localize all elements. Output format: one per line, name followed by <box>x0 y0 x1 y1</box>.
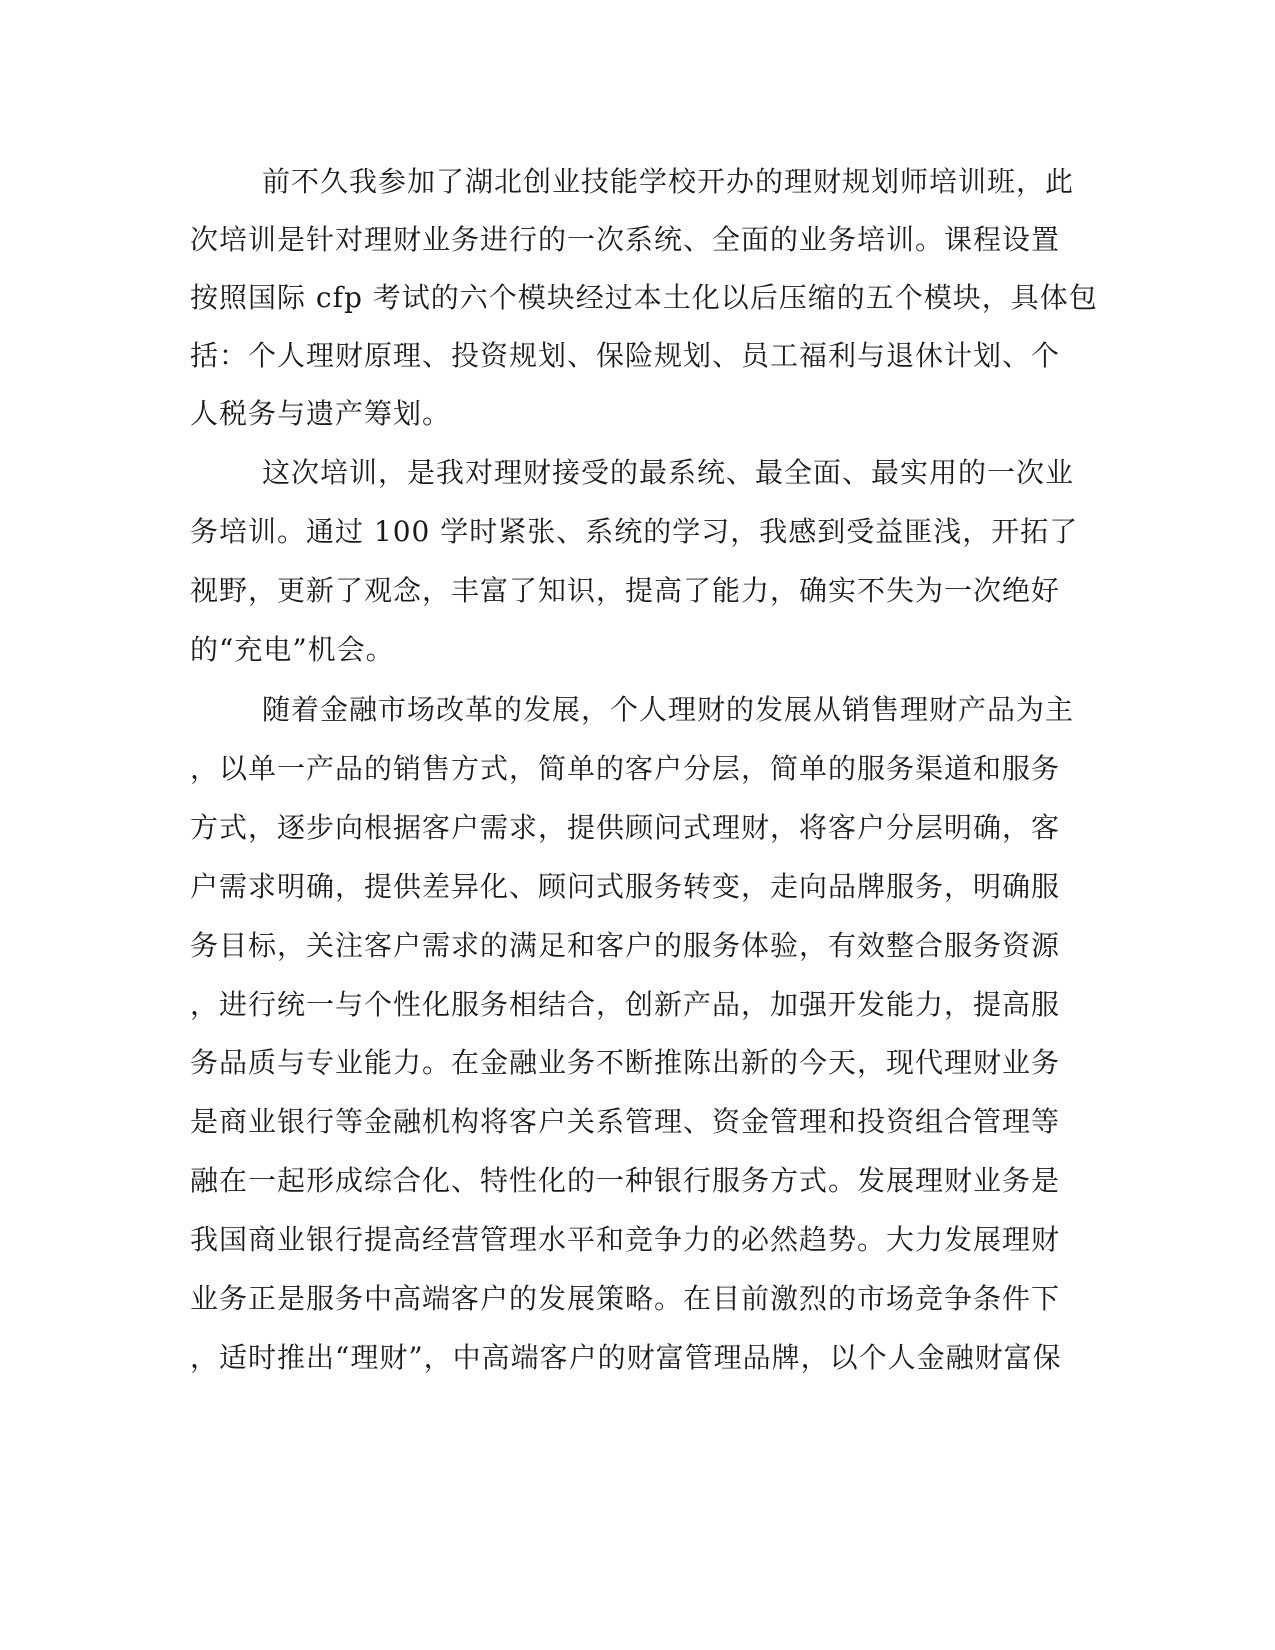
paragraph-1-line-5: 人税务与遗产筹划。 <box>190 397 452 430</box>
paragraph-2-line-3: 视野，更新了观念，丰富了知识，提高了能力，确实不失为一次绝好 <box>190 574 1061 607</box>
paragraph-3-line-3: 方式，逐步向根据客户需求，提供顾问式理财，将客户分层明确，客 <box>190 811 1061 844</box>
paragraph-3-line-7: 务品质与专业能力。在金融业务不断推陈出新的今天，现代理财业务 <box>190 1046 1061 1079</box>
paragraph-3-line-6: ，进行统一与个性化服务相结合，创新产品，加强开发能力，提高服 <box>190 988 1061 1021</box>
paragraph-3-line-8: 是商业银行等金融机构将客户关系管理、资金管理和投资组合管理等 <box>190 1105 1061 1138</box>
paragraph-1-line-4: 括：个人理财原理、投资规划、保险规划、员工福利与退休计划、个 <box>190 339 1061 372</box>
paragraph-1-line-1: 前不久我参加了湖北创业技能学校开办的理财规划师培训班，此 <box>262 165 1075 198</box>
paragraph-3-line-9: 融在一起形成综合化、特性化的一种银行服务方式。发展理财业务是 <box>190 1164 1061 1197</box>
paragraph-1-line-3: 按照国际 cfp 考试的六个模块经过本土化以后压缩的五个模块，具体包 <box>190 281 1098 314</box>
paragraph-3-line-10: 我国商业银行提高经营管理水平和竞争力的必然趋势。大力发展理财 <box>190 1223 1061 1256</box>
paragraph-3-line-11: 业务正是服务中高端客户的发展策略。在目前激烈的市场竞争条件下 <box>190 1282 1061 1315</box>
paragraph-3-line-5: 务目标，关注客户需求的满足和客户的服务体验，有效整合服务资源 <box>190 929 1061 962</box>
paragraph-1-line-2: 次培训是针对理财业务进行的一次系统、全面的业务培训。课程设置 <box>190 223 1061 256</box>
paragraph-3-line-12: ，适时推出“理财”，中高端客户的财富管理品牌，以个人金融财富保 <box>190 1341 1062 1374</box>
paragraph-3-line-4: 户需求明确，提供差异化、顾问式服务转变，走向品牌服务，明确服 <box>190 870 1061 903</box>
paragraph-3-line-2: ，以单一产品的销售方式，简单的客户分层，简单的服务渠道和服务 <box>190 752 1061 785</box>
paragraph-3-line-1: 随着金融市场改革的发展，个人理财的发展从销售理财产品为主 <box>262 693 1075 726</box>
paragraph-2-line-4: 的“充电”机会。 <box>190 633 395 666</box>
paragraph-2-line-2: 务培训。通过 100 学时紧张、系统的学习，我感到受益匪浅，开拓了 <box>190 515 1079 548</box>
paragraph-2-line-1: 这次培训，是我对理财接受的最系统、最全面、最实用的一次业 <box>262 456 1075 489</box>
